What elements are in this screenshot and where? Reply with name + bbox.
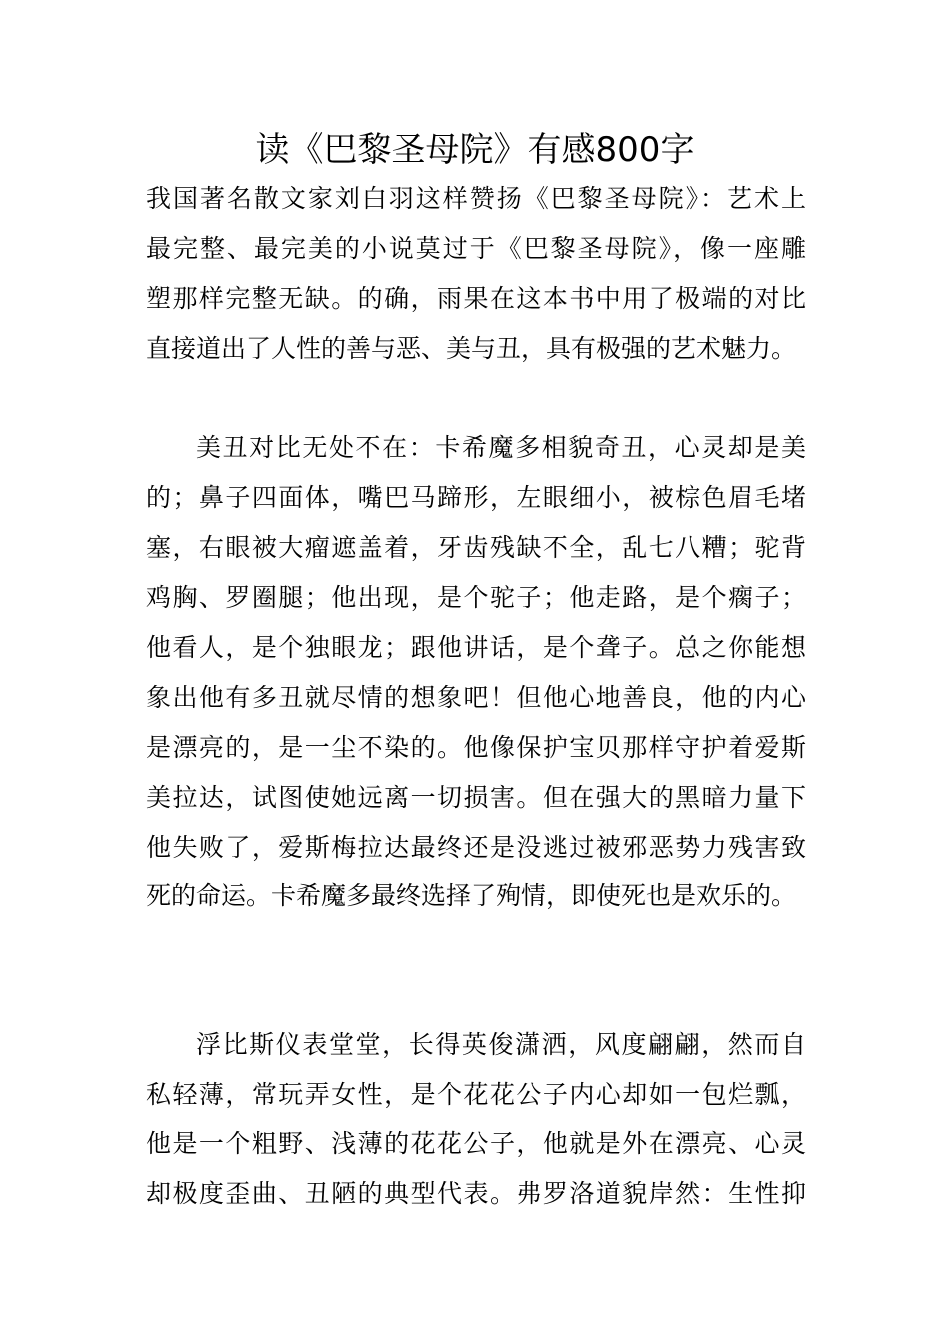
paragraph-2-line-2: 的；鼻子四面体，嘴巴马蹄形，左眼细小，被棕色眉毛堵: [146, 483, 806, 512]
paragraph-3-line-1: 浮比斯仪表堂堂，长得英俊潇洒，风度翩翩，然而自: [196, 1030, 806, 1059]
paragraph-1-line-2: 最完整、最完美的小说莫过于《巴黎圣母院》，像一座雕: [146, 234, 806, 263]
paragraph-2-line-4: 鸡胸、罗圈腿；他出现，是个驼子；他走路，是个瘸子；: [146, 583, 806, 612]
paragraph-1-line-4: 直接道出了人性的善与恶、美与丑，具有极强的艺术魅力。: [146, 334, 797, 363]
paragraph-2-line-7: 是漂亮的，是一尘不染的。他像保护宝贝那样守护着爱斯: [146, 733, 806, 762]
paragraph-3-line-4: 却极度歪曲、丑陋的典型代表。弗罗洛道貌岸然：生性抑: [146, 1179, 806, 1208]
paragraph-2-line-5: 他看人，是个独眼龙；跟他讲话，是个聋子。总之你能想: [146, 633, 806, 662]
paragraph-2-line-10: 死的命运。卡希魔多最终选择了殉情，即使死也是欢乐的。: [146, 881, 797, 910]
paragraph-3-line-3: 他是一个粗野、浅薄的花花公子，他就是外在漂亮、心灵: [146, 1129, 806, 1158]
paragraph-2-line-1: 美丑对比无处不在：卡希魔多相貌奇丑，心灵却是美: [196, 433, 806, 462]
paragraph-2-line-6: 象出他有多丑就尽情的想象吧！但他心地善良，他的内心: [146, 683, 806, 712]
paragraph-3-line-2: 私轻薄，常玩弄女性，是个花花公子内心却如一包烂瓢，: [146, 1080, 806, 1109]
paragraph-1-line-1: 我国著名散文家刘白羽这样赞扬《巴黎圣母院》：艺术上: [146, 184, 806, 213]
paragraph-2-line-9: 他失败了，爱斯梅拉达最终还是没逃过被邪恶势力残害致: [146, 833, 806, 862]
paragraph-2-line-8: 美拉达，试图使她远离一切损害。但在强大的黑暗力量下: [146, 783, 806, 812]
document-title: 读《巴黎圣母院》有感800字: [255, 130, 695, 170]
paragraph-1-line-3: 塑那样完整无缺。的确，雨果在这本书中用了极端的对比: [146, 284, 806, 313]
paragraph-2-line-3: 塞，右眼被大瘤遮盖着，牙齿残缺不全，乱七八糟；驼背: [146, 533, 806, 562]
